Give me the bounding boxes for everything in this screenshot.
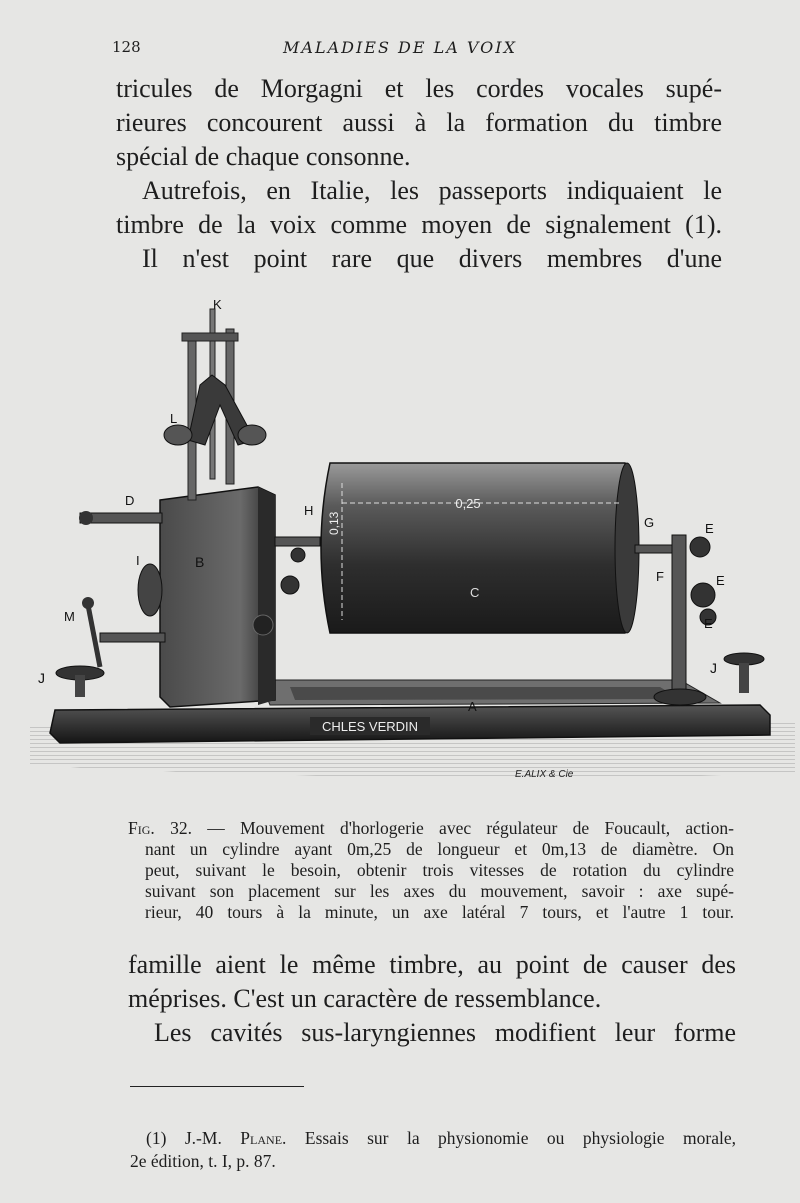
text-line: Il n'est point rare que divers membres d'une (142, 244, 722, 273)
footnote-text: . Essais sur la physionomie ou physiologie morale, (282, 1128, 736, 1148)
drum-cylinder (321, 463, 639, 633)
clockwork-box (160, 487, 305, 707)
page-number: 128 (112, 38, 141, 56)
right-support (635, 515, 725, 705)
text-line: Autrefois, en Italie, les passeports indiquaient le (142, 176, 722, 205)
axis-D (79, 493, 162, 525)
label-E-top: E (705, 521, 714, 536)
text-line: famille aient le même timbre, au point de causer des (128, 950, 736, 979)
figure-caption-line: nant un cylindre ayant 0m,25 de longueur et 0m,13 de diamètre. On (145, 839, 734, 859)
figure-label: Fig. 32. (128, 818, 192, 838)
label-E-middle: E (716, 573, 725, 588)
text-line: timbre de la voix comme moyen de signalement (1). (116, 210, 722, 239)
label-M: M (64, 609, 75, 624)
figure-caption-line: rieur, 40 tours à la minute, un axe latéral 7 tours, et l'autre 1 tour. (145, 902, 734, 922)
text-line: tricules de Morgagni et les cordes vocales supé- (116, 74, 722, 103)
engraver-signature: E.ALIX & Cie (515, 769, 574, 780)
footnote-marker: (1) J.-M. (146, 1128, 241, 1148)
text-line: méprises. C'est un caractère de ressemblance. (128, 984, 602, 1013)
page-header (0, 38, 800, 60)
wheel-I (136, 553, 162, 616)
figure-caption-line: peut, suivant le besoin, obtenir trois vitesses de rotation du cylindre (145, 860, 734, 880)
label-I: I (136, 553, 140, 568)
label-B: B (195, 554, 205, 570)
label-H: H (304, 503, 314, 518)
label-F: F (656, 569, 664, 584)
label-E-bottom: E (704, 616, 713, 631)
text-line: spécial de chaque consonne. (116, 142, 411, 171)
running-head: MALADIES DE LA VOIX (283, 38, 517, 57)
label-D: D (125, 493, 135, 508)
figure-caption-line (128, 818, 734, 839)
label-J-left: J (38, 670, 45, 686)
footnote-rule (130, 1086, 304, 1087)
figure-caption-line: suivant son placement sur les axes du mouvement, savoir : axe supé- (145, 881, 734, 901)
foucault-regulator (164, 297, 266, 500)
axis-H (275, 503, 320, 546)
text-line: Les cavités sus-laryngiennes modifient leur forme (154, 1018, 736, 1047)
label-C: C (470, 585, 480, 600)
maker-plate-text: CHLES VERDIN (321, 719, 419, 734)
label-K: K (213, 297, 222, 312)
label-J-right: J (710, 660, 717, 676)
footnote-line (130, 1127, 736, 1149)
label-A: A (468, 699, 477, 714)
caption-text: — Mouvement d'horlogerie avec régulateur de Foucault, action- (191, 818, 734, 838)
dimension-diameter: 0,13 (327, 511, 341, 535)
apparatus-engraving (20, 295, 800, 795)
label-L: L (170, 411, 178, 426)
footnote-author: Plane (240, 1128, 283, 1148)
footnote-line: 2e édition, t. I, p. 87. (130, 1151, 276, 1171)
label-G: G (644, 515, 655, 530)
text-line: rieures concourent aussi à la formation du timbre (116, 108, 722, 137)
base-plate (50, 680, 770, 743)
dimension-length: 0,25 (455, 496, 481, 511)
